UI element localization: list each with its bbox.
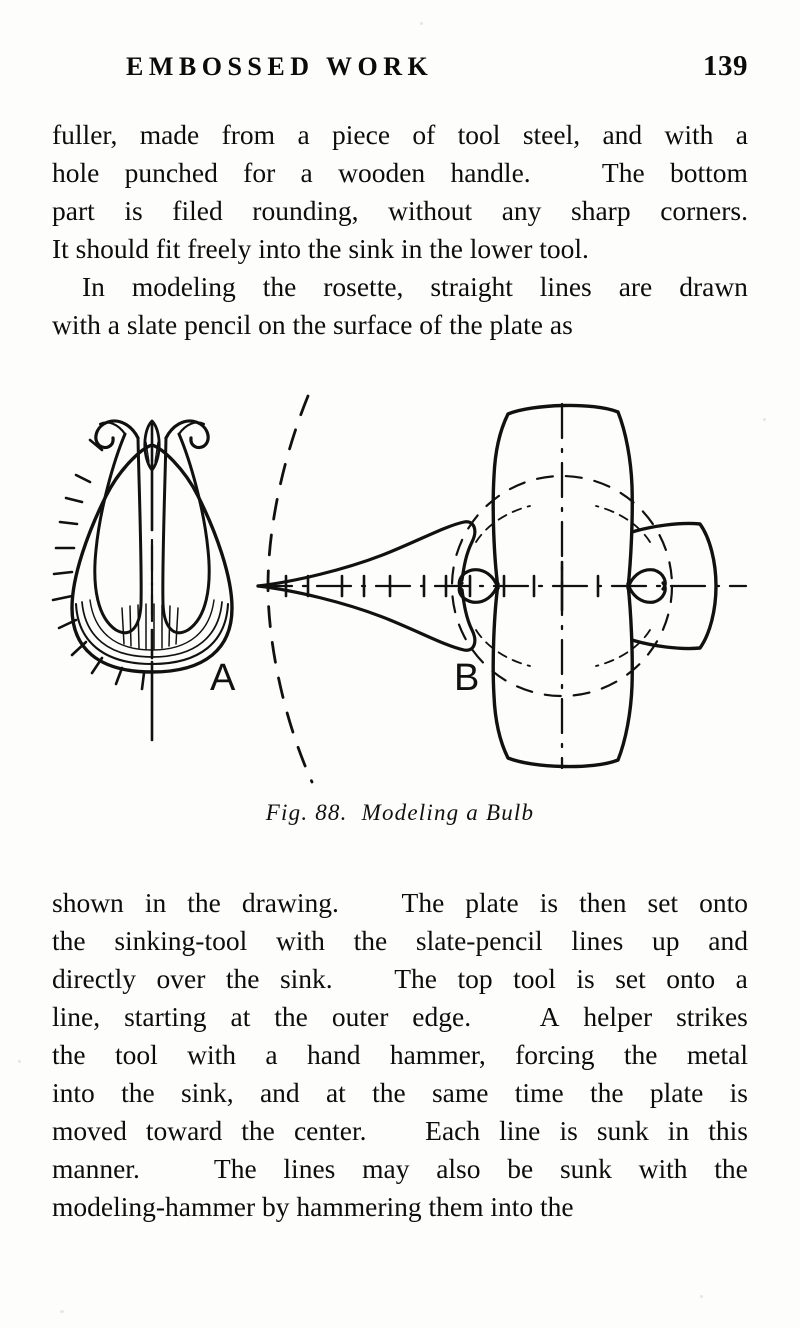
text-line: directly over the sink. The top tool is set onto a bbox=[52, 963, 748, 994]
paragraph bbox=[52, 884, 748, 1226]
page-number: 139 bbox=[703, 50, 748, 82]
running-head bbox=[52, 52, 748, 92]
figure-caption-label: Fig. 88. bbox=[265, 800, 348, 825]
scan-speck bbox=[763, 418, 766, 421]
figure-label-a: A bbox=[210, 657, 236, 699]
scan-speck bbox=[420, 22, 423, 25]
figure-label-b: B bbox=[454, 657, 480, 699]
paragraph bbox=[52, 116, 748, 268]
text-line: It should fit freely into the sink in the lower tool. bbox=[52, 233, 589, 264]
figure-caption-title: Modeling a Bulb bbox=[361, 800, 535, 825]
text-line: In modeling the rosette, straight lines are drawn bbox=[82, 271, 748, 302]
text-line: line, starting at the outer edge. A helper strikes bbox=[52, 1001, 748, 1032]
figure-88-drawing bbox=[46, 390, 754, 790]
text-line: hole punched for a wooden handle. The bottom bbox=[52, 157, 748, 188]
text-line: fuller, made from a piece of tool steel, and with a bbox=[52, 119, 748, 150]
text-line: modeling-hammer by hammering them into the bbox=[52, 1191, 574, 1222]
text-line: into the sink, and at the same time the plate is bbox=[52, 1077, 748, 1108]
scan-speck bbox=[60, 1310, 64, 1313]
text-line: shown in the drawing. The plate is then set onto bbox=[52, 887, 748, 918]
text-line: part is filed rounding, without any sharp corners. bbox=[52, 195, 748, 226]
text-line: manner. The lines may also be sunk with the bbox=[52, 1153, 748, 1184]
paragraph bbox=[52, 268, 748, 344]
bulb-elevation-group bbox=[53, 421, 232, 740]
page-title: EMBOSSED WORK bbox=[126, 52, 434, 81]
scan-speck bbox=[700, 1295, 703, 1298]
figure-caption bbox=[0, 800, 800, 826]
text-line: the sinking-tool with the slate-pencil lines up and bbox=[52, 925, 748, 956]
figure-88 bbox=[46, 390, 754, 790]
text-line: with a slate pencil on the surface of the plate as bbox=[52, 309, 573, 340]
text-line: the tool with a hand hammer, forcing the metal bbox=[52, 1039, 748, 1070]
scan-speck bbox=[18, 1060, 21, 1063]
text-line: moved toward the center. Each line is sunk in this bbox=[52, 1115, 748, 1146]
rosette-plan-group bbox=[258, 404, 746, 768]
body-text-bottom bbox=[52, 884, 748, 1226]
body-text-top bbox=[52, 116, 748, 344]
